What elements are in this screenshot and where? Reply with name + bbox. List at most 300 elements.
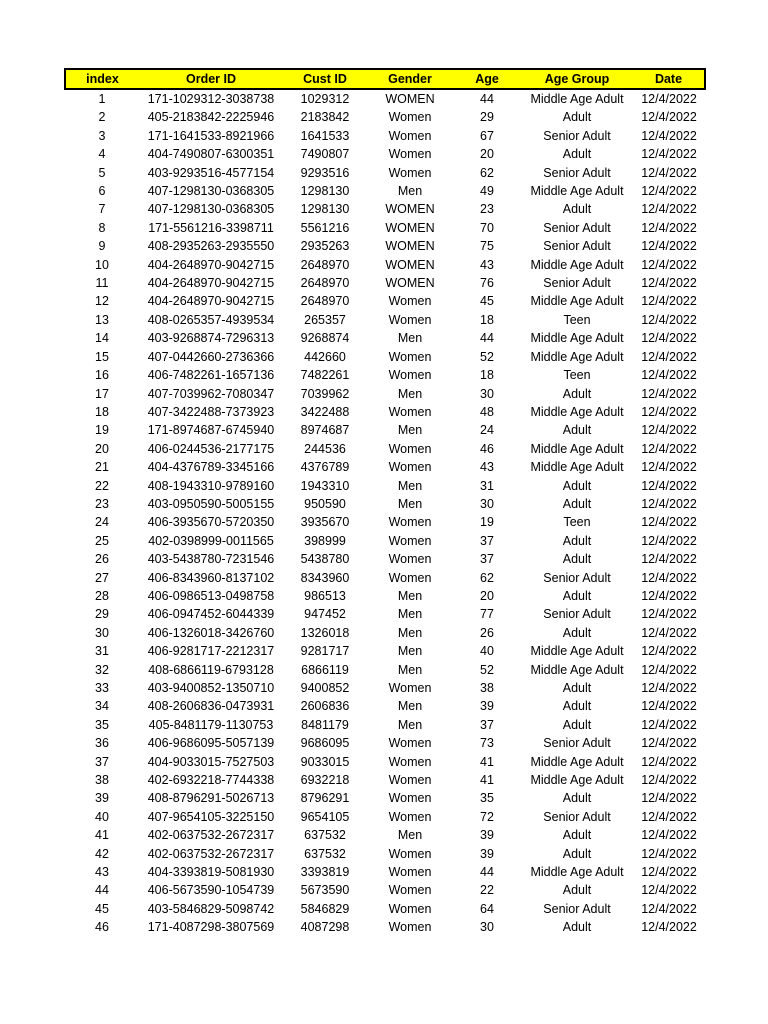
cell-age[interactable]: 37 — [480, 533, 494, 548]
cell-index[interactable]: 39 — [95, 791, 109, 806]
cell-age-group[interactable]: Middle Age Adult — [530, 441, 624, 456]
cell-age[interactable]: 72 — [480, 809, 494, 824]
cell-cust-id[interactable]: 950590 — [304, 496, 346, 511]
cell-cust-id[interactable]: 2648970 — [300, 276, 350, 291]
cell-order-id[interactable]: 407-3422488-7373923 — [147, 404, 275, 419]
cell-cust-id[interactable]: 8343960 — [300, 570, 350, 585]
cell-age-group[interactable]: Adult — [562, 496, 592, 511]
cell-order-id[interactable]: 406-0244536-2177175 — [147, 441, 275, 456]
cell-cust-id[interactable]: 1641533 — [300, 128, 350, 143]
cell-age-group[interactable]: Adult — [562, 552, 592, 567]
cell-index[interactable]: 21 — [95, 460, 109, 475]
cell-index[interactable]: 35 — [95, 717, 109, 732]
cell-order-id[interactable]: 403-5846829-5098742 — [147, 901, 275, 916]
cell-cust-id[interactable]: 8974687 — [300, 423, 350, 438]
cell-age-group[interactable]: Adult — [562, 699, 592, 714]
cell-age[interactable]: 41 — [480, 754, 494, 769]
cell-cust-id[interactable]: 2648970 — [300, 294, 350, 309]
cell-gender[interactable]: Women — [388, 110, 432, 125]
cell-age-group[interactable]: Senior Adult — [543, 276, 611, 291]
cell-order-id[interactable]: 403-9400852-1350710 — [147, 681, 275, 695]
cell-date[interactable]: 12/4/2022 — [641, 92, 697, 106]
cell-gender[interactable]: Women — [388, 368, 432, 383]
cell-age-group[interactable]: Adult — [562, 588, 592, 603]
cell-gender[interactable]: WOMEN — [385, 92, 435, 106]
cell-order-id[interactable]: 408-1943310-9789160 — [147, 478, 275, 493]
cell-gender[interactable]: Women — [388, 883, 432, 898]
cell-order-id[interactable]: 404-7490807-6300351 — [147, 147, 275, 162]
cell-date[interactable]: 12/4/2022 — [641, 110, 697, 125]
cell-gender[interactable]: Men — [397, 386, 423, 401]
cell-age[interactable]: 70 — [480, 220, 494, 235]
cell-date[interactable]: 12/4/2022 — [641, 865, 697, 880]
cell-cust-id[interactable]: 5561216 — [300, 220, 350, 235]
cell-index[interactable]: 45 — [95, 901, 109, 916]
cell-age-group[interactable]: Middle Age Adult — [530, 460, 624, 475]
cell-gender[interactable]: Women — [388, 294, 432, 309]
cell-gender[interactable]: Women — [388, 404, 432, 419]
cell-order-id[interactable]: 402-0398999-0011565 — [148, 533, 274, 548]
cell-age-group[interactable]: Adult — [562, 423, 592, 438]
cell-age-group[interactable]: Senior Adult — [543, 901, 611, 916]
cell-age[interactable]: 40 — [480, 644, 494, 659]
cell-age[interactable]: 44 — [480, 865, 494, 880]
cell-age[interactable]: 44 — [480, 92, 494, 106]
cell-age[interactable]: 20 — [480, 147, 494, 162]
cell-gender[interactable]: WOMEN — [385, 239, 435, 254]
cell-age-group[interactable]: Senior Adult — [543, 736, 611, 751]
cell-date[interactable]: 12/4/2022 — [641, 239, 697, 254]
cell-index[interactable]: 2 — [98, 110, 106, 125]
cell-order-id[interactable]: 406-1326018-3426760 — [147, 625, 275, 640]
cell-order-id[interactable]: 406-9281717-2212317 — [147, 644, 275, 659]
cell-index[interactable]: 22 — [95, 478, 109, 493]
cell-order-id[interactable]: 408-2935263-2935550 — [147, 239, 275, 254]
cell-order-id[interactable]: 407-7039962-7080347 — [147, 386, 275, 401]
header-order-id[interactable]: Order ID — [139, 69, 283, 89]
cell-order-id[interactable]: 402-0637532-2672317 — [147, 846, 275, 861]
cell-order-id[interactable]: 406-7482261-1657136 — [147, 368, 275, 383]
cell-order-id[interactable]: 406-3935670-5720350 — [147, 515, 275, 530]
cell-age[interactable]: 39 — [480, 828, 494, 843]
cell-cust-id[interactable]: 8481179 — [301, 717, 349, 732]
cell-gender[interactable]: Women — [388, 846, 432, 861]
cell-order-id[interactable]: 406-8343960-8137102 — [147, 570, 275, 585]
cell-index[interactable]: 5 — [98, 165, 106, 180]
cell-index[interactable]: 44 — [95, 883, 109, 898]
cell-age-group[interactable]: Teen — [563, 312, 591, 327]
cell-order-id[interactable]: 404-2648970-9042715 — [147, 294, 275, 309]
cell-cust-id[interactable]: 637532 — [304, 828, 346, 843]
cell-age-group[interactable]: Adult — [562, 625, 592, 640]
cell-age[interactable]: 31 — [480, 478, 494, 493]
cell-order-id[interactable]: 171-1029312-3038738 — [147, 92, 275, 106]
cell-date[interactable]: 12/4/2022 — [641, 883, 697, 898]
cell-age[interactable]: 39 — [480, 699, 494, 714]
cell-order-id[interactable]: 407-9654105-3225150 — [147, 809, 275, 824]
cell-order-id[interactable]: 406-0947452-6044339 — [147, 607, 275, 622]
cell-age-group[interactable]: Adult — [562, 478, 592, 493]
cell-gender[interactable]: Men — [397, 625, 423, 640]
cell-age[interactable]: 18 — [480, 312, 494, 327]
cell-age-group[interactable]: Middle Age Adult — [530, 257, 624, 272]
cell-date[interactable]: 12/4/2022 — [641, 809, 697, 824]
cell-cust-id[interactable]: 5846829 — [300, 901, 350, 916]
cell-age-group[interactable]: Middle Age Adult — [530, 644, 624, 659]
cell-index[interactable]: 6 — [98, 184, 106, 199]
cell-index[interactable]: 16 — [95, 368, 109, 383]
cell-index[interactable]: 40 — [95, 809, 109, 824]
cell-gender[interactable]: Men — [397, 423, 423, 438]
cell-cust-id[interactable]: 1298130 — [300, 202, 350, 217]
cell-cust-id[interactable]: 244536 — [304, 441, 346, 456]
cell-age[interactable]: 30 — [480, 386, 494, 401]
cell-cust-id[interactable]: 6866119 — [301, 662, 349, 677]
cell-cust-id[interactable]: 3935670 — [300, 515, 350, 530]
cell-age[interactable]: 20 — [480, 588, 494, 603]
cell-age-group[interactable]: Adult — [562, 386, 592, 401]
cell-index[interactable]: 15 — [95, 349, 109, 364]
cell-age-group[interactable]: Middle Age Adult — [530, 662, 624, 677]
cell-index[interactable]: 19 — [95, 423, 109, 438]
cell-age[interactable]: 26 — [480, 625, 494, 640]
cell-cust-id[interactable]: 9268874 — [300, 331, 350, 346]
cell-index[interactable]: 4 — [98, 147, 106, 162]
cell-age-group[interactable]: Middle Age Adult — [530, 92, 624, 106]
cell-age-group[interactable]: Adult — [562, 717, 592, 732]
cell-date[interactable]: 12/4/2022 — [641, 147, 697, 162]
cell-age[interactable]: 29 — [480, 110, 494, 125]
cell-gender[interactable]: Women — [388, 809, 432, 824]
cell-date[interactable]: 12/4/2022 — [641, 552, 697, 567]
cell-date[interactable]: 12/4/2022 — [641, 165, 697, 180]
cell-age-group[interactable]: Adult — [562, 202, 592, 217]
cell-gender[interactable]: WOMEN — [385, 276, 435, 291]
cell-date[interactable]: 12/4/2022 — [641, 625, 697, 640]
cell-age-group[interactable]: Adult — [562, 110, 592, 125]
cell-date[interactable]: 12/4/2022 — [641, 717, 697, 732]
cell-order-id[interactable]: 403-5438780-7231546 — [147, 552, 275, 567]
cell-cust-id[interactable]: 1029312 — [300, 92, 350, 106]
cell-order-id[interactable]: 405-2183842-2225946 — [147, 110, 275, 125]
cell-age[interactable]: 43 — [480, 460, 494, 475]
cell-date[interactable]: 12/4/2022 — [641, 662, 697, 677]
cell-order-id[interactable]: 405-8481179-1130753 — [148, 717, 274, 732]
cell-cust-id[interactable]: 1326018 — [300, 625, 350, 640]
cell-age-group[interactable]: Adult — [562, 846, 592, 861]
cell-order-id[interactable]: 402-0637532-2672317 — [147, 828, 275, 843]
cell-gender[interactable]: Men — [397, 588, 423, 603]
cell-order-id[interactable]: 404-4376789-3345166 — [147, 460, 275, 475]
cell-cust-id[interactable]: 2935263 — [300, 239, 350, 254]
cell-date[interactable]: 12/4/2022 — [641, 754, 697, 769]
cell-date[interactable]: 12/4/2022 — [641, 312, 697, 327]
cell-age-group[interactable]: Senior Adult — [543, 239, 611, 254]
cell-age[interactable]: 75 — [480, 239, 494, 254]
cell-age[interactable]: 64 — [480, 901, 494, 916]
cell-cust-id[interactable]: 3422488 — [300, 404, 350, 419]
cell-index[interactable]: 28 — [95, 588, 109, 603]
cell-order-id[interactable]: 408-8796291-5026713 — [147, 791, 275, 806]
header-cust-id[interactable]: Cust ID — [283, 69, 367, 89]
cell-order-id[interactable]: 404-9033015-7527503 — [147, 754, 275, 769]
cell-gender[interactable]: Women — [388, 736, 432, 751]
cell-date[interactable]: 12/4/2022 — [641, 846, 697, 861]
cell-age-group[interactable]: Middle Age Adult — [530, 404, 624, 419]
cell-index[interactable]: 31 — [95, 644, 109, 659]
cell-cust-id[interactable]: 3393819 — [300, 865, 350, 880]
cell-age-group[interactable]: Adult — [562, 920, 592, 935]
cell-date[interactable]: 12/4/2022 — [641, 276, 697, 291]
cell-date[interactable]: 12/4/2022 — [641, 423, 697, 438]
cell-cust-id[interactable]: 4087298 — [300, 920, 350, 935]
cell-gender[interactable]: Women — [388, 773, 432, 788]
cell-date[interactable]: 12/4/2022 — [641, 478, 697, 493]
cell-age-group[interactable]: Middle Age Adult — [530, 294, 624, 309]
cell-age[interactable]: 39 — [480, 846, 494, 861]
cell-age[interactable]: 77 — [480, 607, 494, 622]
cell-index[interactable]: 9 — [98, 239, 106, 254]
cell-age-group[interactable]: Adult — [562, 533, 592, 548]
header-date[interactable]: Date — [633, 69, 705, 89]
cell-age[interactable]: 30 — [480, 496, 494, 511]
cell-order-id[interactable]: 407-1298130-0368305 — [147, 184, 275, 199]
cell-age-group[interactable]: Senior Adult — [543, 570, 611, 585]
cell-age-group[interactable]: Middle Age Adult — [530, 184, 624, 199]
cell-date[interactable]: 12/4/2022 — [641, 496, 697, 511]
cell-age-group[interactable]: Middle Age Adult — [530, 865, 624, 880]
cell-index[interactable]: 12 — [95, 294, 109, 309]
cell-index[interactable]: 41 — [95, 828, 109, 843]
cell-gender[interactable]: Women — [388, 165, 432, 180]
cell-date[interactable]: 12/4/2022 — [641, 699, 697, 714]
cell-order-id[interactable]: 404-2648970-9042715 — [147, 276, 275, 291]
cell-gender[interactable]: Women — [388, 349, 432, 364]
cell-gender[interactable]: Women — [388, 791, 432, 806]
cell-gender[interactable]: Women — [388, 901, 432, 916]
cell-order-id[interactable]: 403-9293516-4577154 — [147, 165, 275, 180]
cell-age-group[interactable]: Senior Adult — [543, 128, 611, 143]
cell-cust-id[interactable]: 9293516 — [300, 165, 350, 180]
cell-date[interactable]: 12/4/2022 — [641, 901, 697, 916]
cell-age-group[interactable]: Adult — [562, 791, 592, 806]
cell-gender[interactable]: Men — [397, 699, 423, 714]
cell-date[interactable]: 12/4/2022 — [641, 257, 697, 272]
cell-index[interactable]: 8 — [98, 220, 106, 235]
cell-date[interactable]: 12/4/2022 — [641, 220, 697, 235]
cell-gender[interactable]: Men — [397, 478, 423, 493]
cell-order-id[interactable]: 403-9268874-7296313 — [147, 331, 275, 346]
cell-gender[interactable]: Men — [397, 717, 423, 732]
cell-index[interactable]: 13 — [95, 312, 109, 327]
cell-gender[interactable]: Men — [397, 184, 423, 199]
cell-gender[interactable]: Women — [388, 147, 432, 162]
cell-age-group[interactable]: Middle Age Adult — [530, 773, 624, 788]
cell-index[interactable]: 10 — [95, 257, 109, 272]
cell-order-id[interactable]: 171-1641533-8921966 — [147, 128, 275, 143]
cell-cust-id[interactable]: 4376789 — [300, 460, 350, 475]
cell-cust-id[interactable]: 9281717 — [300, 644, 350, 659]
cell-index[interactable]: 43 — [95, 865, 109, 880]
cell-cust-id[interactable]: 9654105 — [300, 809, 350, 824]
cell-gender[interactable]: Men — [397, 828, 423, 843]
cell-gender[interactable]: Women — [388, 312, 432, 327]
cell-age-group[interactable]: Senior Adult — [543, 220, 611, 235]
cell-date[interactable]: 12/4/2022 — [641, 202, 697, 217]
cell-cust-id[interactable]: 9033015 — [300, 754, 350, 769]
cell-cust-id[interactable]: 7490807 — [300, 147, 350, 162]
cell-cust-id[interactable]: 8796291 — [300, 791, 350, 806]
cell-date[interactable]: 12/4/2022 — [641, 515, 697, 530]
cell-gender[interactable]: WOMEN — [385, 202, 435, 217]
cell-index[interactable]: 30 — [95, 625, 109, 640]
cell-order-id[interactable]: 402-6932218-7744338 — [147, 773, 275, 788]
cell-date[interactable]: 12/4/2022 — [641, 533, 697, 548]
cell-age[interactable]: 24 — [480, 423, 494, 438]
cell-index[interactable]: 11 — [95, 276, 109, 291]
cell-index[interactable]: 14 — [95, 331, 109, 346]
cell-order-id[interactable]: 171-8974687-6745940 — [147, 423, 275, 438]
cell-gender[interactable]: Men — [397, 496, 423, 511]
cell-age[interactable]: 62 — [480, 570, 494, 585]
cell-cust-id[interactable]: 7482261 — [300, 368, 350, 383]
cell-date[interactable]: 12/4/2022 — [641, 349, 697, 364]
cell-date[interactable]: 12/4/2022 — [641, 460, 697, 475]
cell-cust-id[interactable]: 6932218 — [300, 773, 350, 788]
cell-age[interactable]: 22 — [480, 883, 494, 898]
cell-index[interactable]: 7 — [98, 202, 106, 217]
cell-age-group[interactable]: Adult — [562, 681, 592, 695]
cell-cust-id[interactable]: 442660 — [304, 349, 346, 364]
cell-cust-id[interactable]: 2606836 — [300, 699, 350, 714]
header-age[interactable]: Age — [453, 69, 521, 89]
cell-date[interactable]: 12/4/2022 — [641, 404, 697, 419]
cell-cust-id[interactable]: 7039962 — [300, 386, 350, 401]
cell-age-group[interactable]: Teen — [563, 515, 591, 530]
cell-gender[interactable]: Women — [388, 441, 432, 456]
cell-gender[interactable]: Women — [388, 515, 432, 530]
cell-date[interactable]: 12/4/2022 — [641, 128, 697, 143]
cell-age-group[interactable]: Middle Age Adult — [530, 754, 624, 769]
cell-order-id[interactable]: 171-5561216-3398711 — [148, 220, 274, 235]
cell-date[interactable]: 12/4/2022 — [641, 736, 697, 751]
cell-gender[interactable]: Women — [388, 754, 432, 769]
cell-age[interactable]: 37 — [480, 552, 494, 567]
cell-age-group[interactable]: Senior Adult — [543, 165, 611, 180]
cell-order-id[interactable]: 406-0986513-0498758 — [147, 588, 275, 603]
cell-index[interactable]: 42 — [95, 846, 109, 861]
cell-index[interactable]: 17 — [95, 386, 109, 401]
cell-age[interactable]: 73 — [480, 736, 494, 751]
cell-age[interactable]: 76 — [480, 276, 494, 291]
cell-age[interactable]: 37 — [480, 717, 494, 732]
cell-date[interactable]: 12/4/2022 — [641, 773, 697, 788]
cell-gender[interactable]: WOMEN — [385, 257, 435, 272]
cell-gender[interactable]: Men — [397, 331, 423, 346]
cell-cust-id[interactable]: 2648970 — [300, 257, 350, 272]
cell-age[interactable]: 23 — [480, 202, 494, 217]
cell-date[interactable]: 12/4/2022 — [641, 570, 697, 585]
cell-index[interactable]: 46 — [95, 920, 109, 935]
cell-date[interactable]: 12/4/2022 — [641, 184, 697, 199]
cell-order-id[interactable]: 407-0442660-2736366 — [147, 349, 275, 364]
cell-order-id[interactable]: 404-2648970-9042715 — [147, 257, 275, 272]
cell-index[interactable]: 25 — [95, 533, 109, 548]
cell-gender[interactable]: Women — [388, 570, 432, 585]
cell-date[interactable]: 12/4/2022 — [641, 588, 697, 603]
cell-age[interactable]: 49 — [480, 184, 494, 199]
cell-order-id[interactable]: 404-3393819-5081930 — [147, 865, 275, 880]
cell-cust-id[interactable]: 986513 — [304, 588, 346, 603]
cell-order-id[interactable]: 406-9686095-5057139 — [147, 736, 275, 751]
cell-date[interactable]: 12/4/2022 — [641, 791, 697, 806]
cell-index[interactable]: 18 — [95, 404, 109, 419]
cell-age[interactable]: 38 — [480, 681, 494, 695]
cell-order-id[interactable]: 408-2606836-0473931 — [147, 699, 275, 714]
cell-cust-id[interactable]: 398999 — [304, 533, 346, 548]
cell-cust-id[interactable]: 637532 — [304, 846, 346, 861]
cell-age[interactable]: 52 — [480, 662, 494, 677]
cell-age-group[interactable]: Senior Adult — [543, 809, 611, 824]
cell-age-group[interactable]: Teen — [563, 368, 591, 383]
cell-age[interactable]: 43 — [480, 257, 494, 272]
header-index[interactable]: index — [65, 69, 139, 89]
cell-index[interactable]: 37 — [95, 754, 109, 769]
cell-date[interactable]: 12/4/2022 — [641, 681, 697, 695]
cell-cust-id[interactable]: 947452 — [304, 607, 346, 622]
cell-age[interactable]: 44 — [480, 331, 494, 346]
cell-date[interactable]: 12/4/2022 — [641, 828, 697, 843]
cell-age[interactable]: 67 — [480, 128, 494, 143]
cell-index[interactable]: 34 — [95, 699, 109, 714]
cell-gender[interactable]: Women — [388, 552, 432, 567]
cell-index[interactable]: 1 — [98, 92, 106, 106]
cell-age-group[interactable]: Middle Age Adult — [530, 349, 624, 364]
cell-index[interactable]: 38 — [95, 773, 109, 788]
cell-order-id[interactable]: 408-6866119-6793128 — [148, 662, 274, 677]
cell-order-id[interactable]: 171-4087298-3807569 — [147, 920, 275, 935]
cell-date[interactable]: 12/4/2022 — [641, 607, 697, 622]
cell-date[interactable]: 12/4/2022 — [641, 294, 697, 309]
cell-gender[interactable]: Women — [388, 533, 432, 548]
cell-date[interactable]: 12/4/2022 — [641, 441, 697, 456]
cell-order-id[interactable]: 403-0950590-5005155 — [147, 496, 275, 511]
cell-cust-id[interactable]: 9686095 — [300, 736, 350, 751]
cell-gender[interactable]: WOMEN — [385, 220, 435, 235]
cell-order-id[interactable]: 407-1298130-0368305 — [147, 202, 275, 217]
cell-index[interactable]: 36 — [95, 736, 109, 751]
cell-index[interactable]: 3 — [98, 128, 106, 143]
cell-age[interactable]: 41 — [480, 773, 494, 788]
cell-order-id[interactable]: 408-0265357-4939534 — [147, 312, 275, 327]
cell-age[interactable]: 35 — [480, 791, 494, 806]
cell-date[interactable]: 12/4/2022 — [641, 386, 697, 401]
cell-gender[interactable]: Men — [397, 662, 423, 677]
cell-order-id[interactable]: 406-5673590-1054739 — [147, 883, 275, 898]
cell-gender[interactable]: Women — [388, 681, 432, 695]
cell-age-group[interactable]: Middle Age Adult — [530, 331, 624, 346]
cell-cust-id[interactable]: 265357 — [304, 312, 346, 327]
cell-date[interactable]: 12/4/2022 — [641, 331, 697, 346]
cell-age-group[interactable]: Adult — [562, 147, 592, 162]
cell-index[interactable]: 32 — [95, 662, 109, 677]
cell-age[interactable]: 18 — [480, 368, 494, 383]
cell-index[interactable]: 27 — [95, 570, 109, 585]
cell-index[interactable]: 23 — [95, 496, 109, 511]
header-gender[interactable]: Gender — [367, 69, 453, 89]
cell-index[interactable]: 29 — [95, 607, 109, 622]
cell-age-group[interactable]: Senior Adult — [543, 607, 611, 622]
